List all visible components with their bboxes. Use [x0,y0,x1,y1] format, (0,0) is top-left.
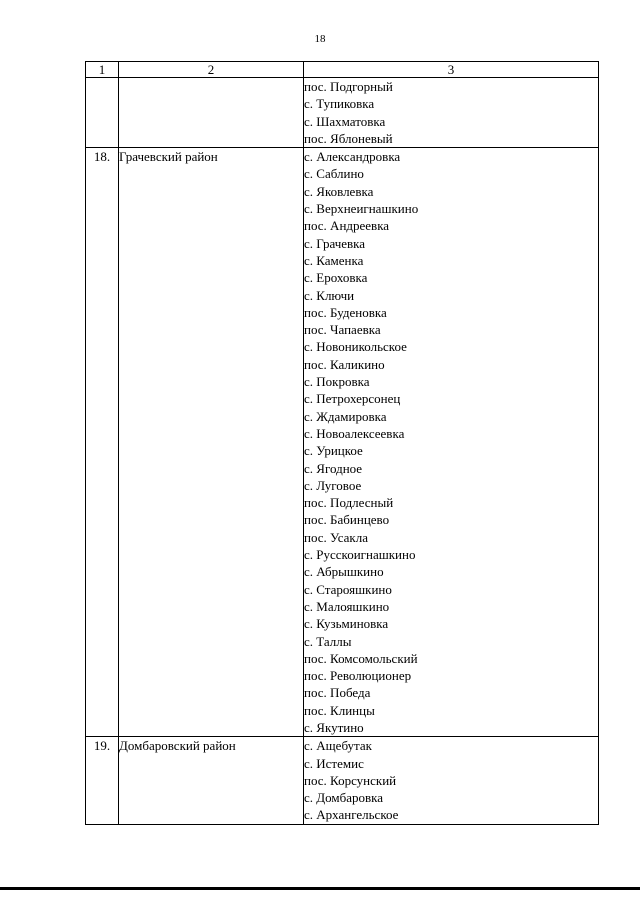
settlement-item: пос. Революционер [304,668,412,684]
settlement-item: с. Яковлевка [304,183,374,199]
column-header-2: 2 [119,62,304,78]
settlement-item: пос. Усакла [304,529,368,545]
settlement-item: с. Ероховка [304,270,368,286]
row-number: 19. [86,737,119,824]
settlement-item: пос. Комсомольский [304,650,418,666]
settlement-item: с. Ключи [304,287,355,303]
settlement-item: пос. Клинцы [304,702,375,718]
settlement-item: с. Малояшкино [304,598,390,614]
settlement-item: пос. Буденовка [304,304,387,320]
settlement-item: с. Петрохерсонец [304,391,401,407]
table-row [86,737,599,824]
settlement-item: пос. Каликино [304,356,385,372]
settlement-item: пос. Бабинцево [304,512,390,528]
table-row [86,78,599,148]
settlement-item: с. Саблино [304,166,364,182]
settlement-item: с. Верхнеигнашкино [304,201,419,217]
row-number: 18. [86,148,119,737]
settlement-item: с. Новоникольское [304,339,407,355]
settlement-item: с. Кузьминовка [304,616,389,632]
settlements-table [85,61,599,825]
page-number: 18 [314,33,326,45]
column-header-1: 1 [86,62,119,78]
settlement-item: с. Александровка [304,149,401,165]
column-header-3: 3 [304,62,599,78]
settlement-item: пос. Чапаевка [304,322,381,338]
bottom-rule [0,887,640,890]
settlement-item: с. Ждамировка [304,408,387,424]
row-number [86,78,119,148]
settlement-item: с. Ягодное [304,460,363,476]
settlement-item: пос. Подгорный [304,79,393,94]
table-row [86,148,599,737]
district-name: Грачевский район [119,148,304,737]
settlement-item: пос. Победа [304,685,371,701]
settlement-item: пос. Корсунский [304,772,397,788]
settlement-item: пос. Андреевка [304,218,390,234]
settlement-item: с. Новоалексеевка [304,425,405,441]
settlement-item: пос. Яблоневый [304,130,393,146]
settlement-list [304,737,599,824]
settlement-item: с. Русскоигнашкино [304,547,416,563]
settlement-item: с. Истемис [304,755,364,771]
settlement-item: с. Абрышкино [304,564,384,580]
settlement-item: с. Домбаровка [304,790,384,806]
district-name: Домбаровский район [119,737,304,824]
settlement-item: с. Старояшкино [304,581,392,597]
settlement-item: с. Ащебутак [304,738,372,754]
settlement-item: с. Таллы [304,633,352,649]
settlement-item: с. Тупиковка [304,96,375,112]
table-header-row [86,62,599,78]
settlement-item: с. Грачевка [304,235,366,251]
settlement-item: с. Луговое [304,477,362,493]
settlement-list [304,78,599,148]
settlement-list [304,148,599,737]
settlement-item: с. Каменка [304,252,364,268]
settlement-item: с. Покровка [304,374,370,390]
settlement-item: с. Якутино [304,719,364,735]
settlement-item: с. Архангельское [304,807,399,823]
settlement-item: пос. Подлесный [304,495,394,511]
settlement-item: с. Шахматовка [304,113,386,129]
settlement-item: с. Урицкое [304,443,363,459]
district-name [119,78,304,148]
